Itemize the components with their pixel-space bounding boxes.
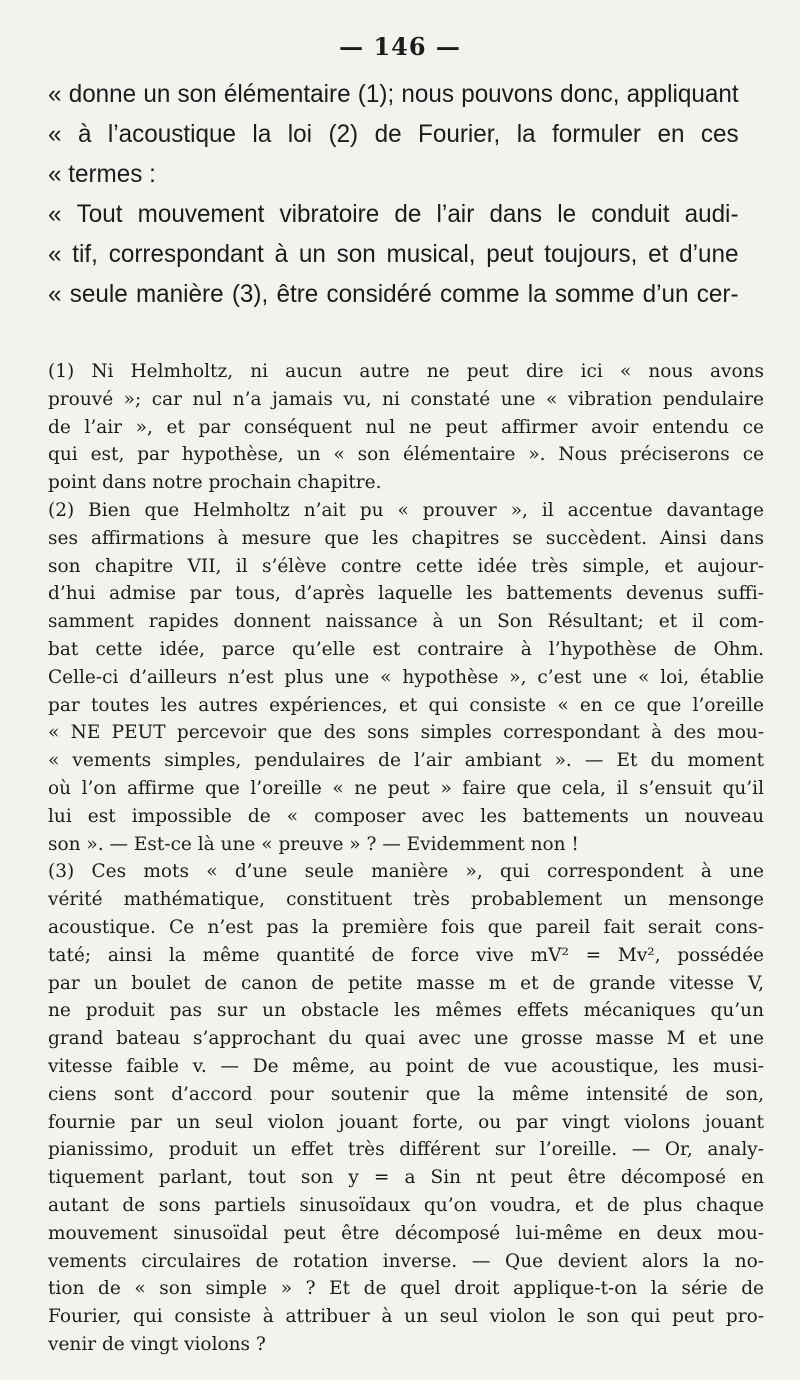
footnote-line: « NE PEUT percevoir que des sons simples correspondant à des mou- — [48, 722, 764, 744]
footnote-line: vitesse faible v. — De même, au point de vue acoustique, les musi- — [48, 1055, 764, 1077]
footnote-line: vérité mathématique, constituent très probablement un mensonge — [48, 889, 764, 911]
footnote-line: son ». — Est-ce là une « preuve » ? — Evidemment non ! — [48, 833, 579, 855]
footnote-2 — [48, 497, 764, 858]
body-line: « termes : — [48, 160, 156, 188]
footnotes — [48, 358, 764, 1359]
footnote-line: par toutes les autres expériences, et qui consiste « en ce que l’oreille — [48, 694, 764, 716]
footnote-line: tiquement parlant, tout son y = a Sin nt peut être décomposé en — [48, 1167, 764, 1189]
footnote-line: vements circulaires de rotation inverse. — Que devient alors la no- — [48, 1250, 764, 1272]
footnote-line: pianissimo, produit un effet très différent sur l’oreille. — Or, analy- — [48, 1139, 764, 1161]
footnote-line: mouvement sinusoïdal peut être décomposé lui-même en deux mou- — [48, 1222, 764, 1244]
footnote-line: Celle-ci d’ailleurs n’est plus une « hypothèse », c’est une « loi, établie — [48, 666, 764, 688]
body-line: « donne un son élémentaire (1); nous pouvons donc, appliquant — [48, 80, 739, 108]
footnote-line: ne produit pas sur un obstacle les mêmes effets mécaniques qu’un — [48, 1000, 764, 1022]
footnote-line: où l’on affirme que l’oreille « ne peut » faire que cela, il s’ensuit qu’il — [48, 777, 764, 799]
body-line: « Tout mouvement vibratoire de l’air dans le conduit audi- — [48, 200, 739, 228]
footnote-line: ses affirmations à mesure que les chapitres se succèdent. Ainsi dans — [48, 527, 764, 549]
footnote-line: (1) Ni Helmholtz, ni aucun autre ne peut dire ici « nous avons — [48, 361, 764, 382]
body-line: « seule manière (3), être considéré comme la somme d’un cer- — [48, 280, 739, 308]
footnote-line: de l’air », et par conséquent nul ne peut affirmer avoir entendu ce — [48, 416, 764, 438]
footnote-line: taté; ainsi la même quantité de force vive mV² = Mv², possédée — [48, 944, 764, 966]
footnote-line: d’hui admise par tous, d’après laquelle les battements devenus suffi- — [48, 583, 764, 605]
footnote-line: point dans notre prochain chapitre. — [48, 472, 382, 494]
footnote-line: lui est impossible de « composer avec les battements un nouveau — [48, 805, 764, 827]
footnote-line: acoustique. Ce n’est pas la première fois que pareil fait serait cons- — [48, 916, 764, 938]
page-number: — 146 — — [339, 32, 461, 61]
footnote-line: (2) Bien que Helmholtz n’ait pu « prouver », il accentue davantage — [48, 499, 764, 521]
body-text — [48, 74, 739, 314]
footnote-line: bat cette idée, parce qu’elle est contraire à l’hypothèse de Ohm. — [48, 638, 764, 660]
footnote-line: samment rapides donnent naissance à un Son Résultant; et il com- — [48, 611, 764, 633]
footnote-line: autant de sons partiels sinusoïdaux qu’on voudra, et de plus chaque — [48, 1194, 764, 1216]
footnote-1 — [48, 358, 764, 497]
body-line: « à l’acoustique la loi (2) de Fourier, la formuler en ces — [48, 120, 739, 148]
footnote-line: qui est, par hypothèse, un « son élémentaire ». Nous préciserons ce — [48, 444, 764, 466]
footnote-line: ciens sont d’accord pour soutenir que la même intensité de son, — [48, 1083, 764, 1105]
footnote-line: par un boulet de canon de petite masse m et de grande vitesse V, — [48, 972, 764, 994]
footnote-line: prouvé »; car nul n’a jamais vu, ni constaté une « vibration pendulaire — [48, 388, 764, 410]
footnote-line: fournie par un seul violon jouant forte, ou par vingt violons jouant — [48, 1111, 764, 1133]
footnote-3 — [48, 858, 764, 1358]
footnote-line: (3) Ces mots « d’une seule manière », qui correspondent à une — [48, 861, 764, 883]
body-line: « tif, correspondant à un son musical, peut toujours, et d’une — [48, 240, 739, 268]
footnote-line: Fourier, qui consiste à attribuer à un seul violon le son qui peut pro- — [48, 1306, 764, 1328]
footnote-line: « vements simples, pendulaires de l’air ambiant ». — Et du moment — [48, 750, 764, 772]
footnote-line: grand bateau s’approchant du quai avec une grosse masse M et une — [48, 1028, 764, 1050]
footnote-line: tion de « son simple » ? Et de quel droit applique-t-on la série de — [48, 1278, 764, 1300]
footnote-line: venir de vingt violons ? — [48, 1333, 266, 1355]
footnote-line: son chapitre VII, il s’élève contre cette idée très simple, et aujour- — [48, 555, 764, 577]
